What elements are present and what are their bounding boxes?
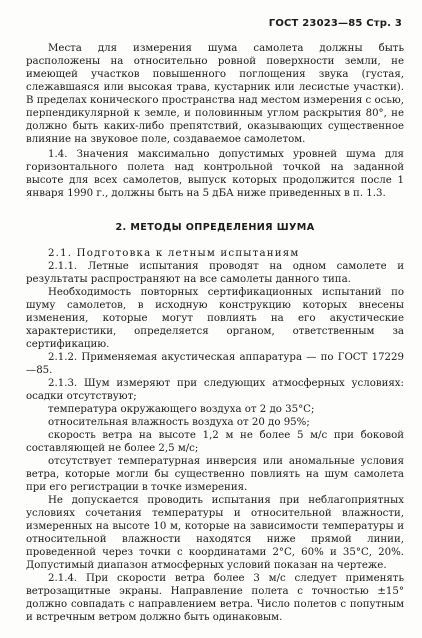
standard-number: ГОСТ 23023—85 [268,18,363,29]
condition-temperature: температура окружающего воздуха от 2 до 35°С; [48,404,315,415]
paragraph-not-permitted: Не допускается проводить испытания при неблагоприятных условиях сочетания температуры и относительной влажности, измеренных на высоте 10 м, которые на зависимости температуры и относительной влажности находятся ниже прямой линии, проведенной через точки с координатами 2°С, 60% и 35°С, 20%. Допустимый диапазон атмосферных условий показан на чертеже. [26,495,404,571]
condition-inversion: отсутствует температурная инверсия или аномальные условия ветра, которые могли бы существенно повлиять на шум самолета при его регистрации в точке измерения. [26,456,404,493]
paragraph-2-1-3: 2.1.3. Шум измеряют при следующих атмосферных условиях: осадки отсутствуют; [26,378,404,402]
condition-humidity: относительная влажность воздуха от 20 до 95%; [48,417,310,428]
paragraph-2-1-2: 2.1.2. Применяемая акустическая аппаратура — по ГОСТ 17229—85. [26,352,404,376]
paragraph-measurement-sites: Места для измерения шума самолета должны быть расположены на относительно ровной поверхности земли, не имеющей участков повышенного поглощения звука (густая, слежавшаяся или высокая трава, кустарник или лесистые участки). В пределах конического пространства над местом измерения с осью, перпендикулярной к земле, и половинным углом раскрытия 80°, не должно быть каких-либо препятствий, оказывающих существенное влияние на звуковое поле, создаваемое самолетом. [26,43,404,145]
paragraph-2-1-4: 2.1.4. При скорости ветра более 3 м/с следует применять ветрозащитные экраны. Направление полета с точностью ±15° должно совпадать с направлением ветра. Число полетов с попутным и встречным ветром должно быть одинаковым. [26,573,404,623]
page-content [26,42,404,624]
condition-wind: скорость ветра на высоте 1,2 м не более 5 м/с при боковой составляющей не более 2,5 м/с; [26,430,404,454]
section-title: 2. МЕТОДЫ ОПРЕДЕЛЕНИЯ ШУМА [115,222,315,233]
page-header [269,18,402,29]
paragraph-2-1-1: 2.1.1. Летные испытания проводят на одном самолете и результаты распространяют на все самолеты данного типа. [26,261,404,285]
page-number: Стр. 3 [366,18,402,29]
subsection-2-1: 2.1. Подготовка к летным испытаниям [48,248,300,259]
paragraph-necessity: Необходимость повторных сертификационных испытаний по шуму самолетов, в исходную конструкцию которых внесены изменения, которые могут повлиять на его акустические характеристики, определяется органом, ответственным за сертификацию. [26,287,404,350]
paragraph-1-4: 1.4. Значения максимально допустимых уровней шума для горизонтального полета над контрольной точкой на заданной высоте для всех самолетов, выпуск которых продолжится после 1 января 1990 г., должны быть на 5 дБА ниже приведенных в п. 1.3. [26,149,404,199]
